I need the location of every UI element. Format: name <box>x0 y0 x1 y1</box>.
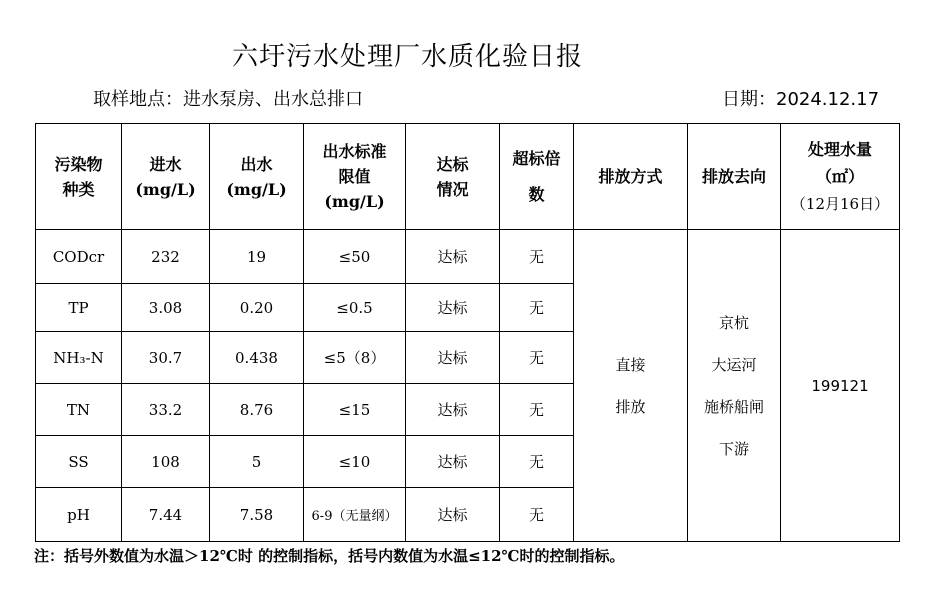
header-discharge-direction: 排放去向 <box>688 124 781 230</box>
report-date: 日期：2024.12.17 <box>722 89 880 110</box>
treated-volume: 199121 <box>781 230 900 542</box>
inflow-value: 7.44 <box>122 488 210 542</box>
water-quality-table <box>35 123 900 542</box>
inflow-value: 30.7 <box>122 332 210 384</box>
compliance-status: 达标 <box>406 284 500 332</box>
inflow-value: 33.2 <box>122 384 210 436</box>
compliance-status: 达标 <box>406 436 500 488</box>
compliance-status: 达标 <box>406 384 500 436</box>
outflow-value: 7.58 <box>210 488 304 542</box>
exceed-value: 无 <box>500 332 574 384</box>
pollutant-name: TP <box>36 284 122 332</box>
header-compliance: 达标 情况 <box>406 124 500 230</box>
outflow-value: 8.76 <box>210 384 304 436</box>
limit-value: ≤5（8） <box>304 332 406 384</box>
discharge-method: 直接 排放 <box>574 230 688 542</box>
header-discharge-method: 排放方式 <box>574 124 688 230</box>
pollutant-name: TN <box>36 384 122 436</box>
inflow-value: 108 <box>122 436 210 488</box>
limit-value: 6-9（无量纲） <box>304 488 406 542</box>
header-exceed: 超标倍 数 <box>500 124 574 230</box>
discharge-direction: 京杭 大运河 施桥船闸 下游 <box>688 230 781 542</box>
header-outflow: 出水 (mg/L) <box>210 124 304 230</box>
header-volume: 处理水量 （㎡） （12月16日） <box>781 124 900 230</box>
table-row <box>36 230 900 284</box>
exceed-value: 无 <box>500 384 574 436</box>
compliance-status: 达标 <box>406 488 500 542</box>
limit-value: ≤50 <box>304 230 406 284</box>
exceed-value: 无 <box>500 230 574 284</box>
limit-value: ≤10 <box>304 436 406 488</box>
exceed-value: 无 <box>500 436 574 488</box>
pollutant-name: SS <box>36 436 122 488</box>
pollutant-name: NH₃-N <box>36 332 122 384</box>
exceed-value: 无 <box>500 284 574 332</box>
header-pollutant: 污染物 种类 <box>36 124 122 230</box>
pollutant-name: pH <box>36 488 122 542</box>
header-limit: 出水标准 限值 (mg/L) <box>304 124 406 230</box>
sampling-location: 取样地点：进水泵房、出水总排口 <box>93 89 363 110</box>
pollutant-name: CODcr <box>36 230 122 284</box>
header-inflow: 进水 (mg/L) <box>122 124 210 230</box>
exceed-value: 无 <box>500 488 574 542</box>
footnote: 注：括号外数值为水温＞12℃时 的控制指标，括号内数值为水温≤12℃时的控制指标。 <box>34 547 625 565</box>
outflow-value: 19 <box>210 230 304 284</box>
compliance-status: 达标 <box>406 332 500 384</box>
compliance-status: 达标 <box>406 230 500 284</box>
outflow-value: 0.20 <box>210 284 304 332</box>
inflow-value: 3.08 <box>122 284 210 332</box>
limit-value: ≤0.5 <box>304 284 406 332</box>
limit-value: ≤15 <box>304 384 406 436</box>
inflow-value: 232 <box>122 230 210 284</box>
outflow-value: 5 <box>210 436 304 488</box>
report-title: 六圩污水处理厂水质化验日报 <box>231 42 583 72</box>
header-row <box>36 124 900 230</box>
outflow-value: 0.438 <box>210 332 304 384</box>
